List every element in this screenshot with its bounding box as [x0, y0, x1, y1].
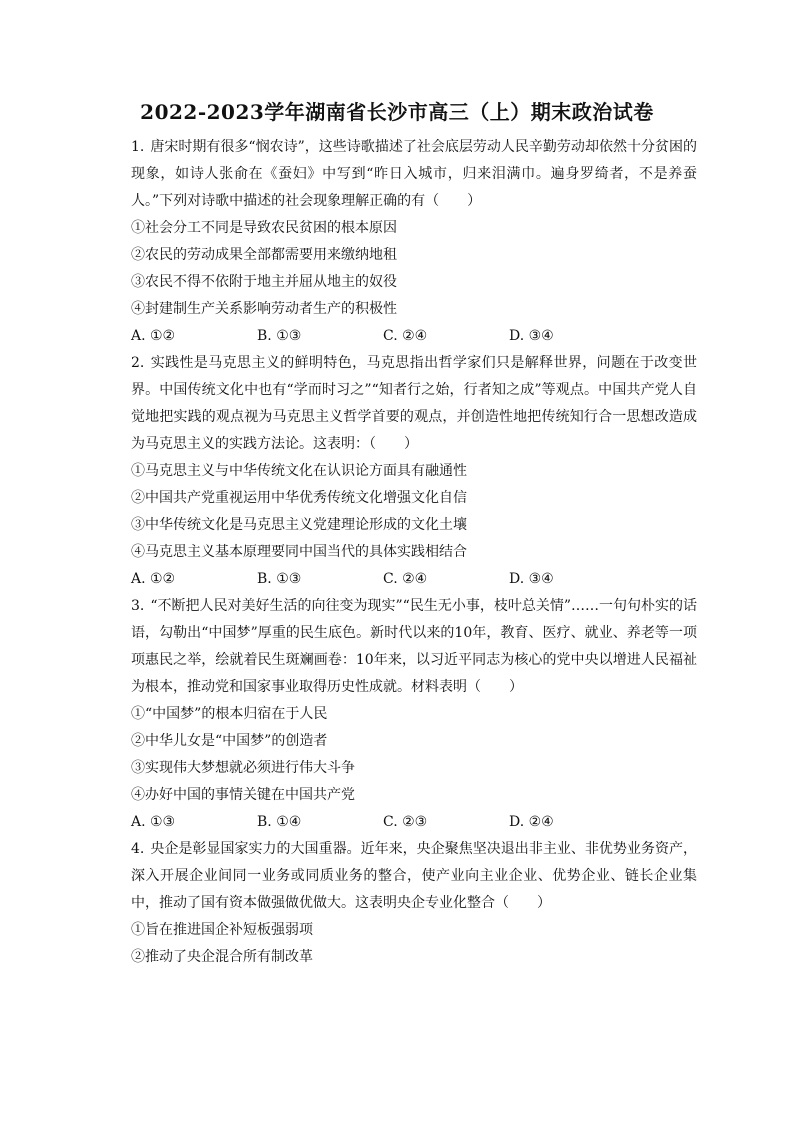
question-stem: [131, 836, 697, 917]
statement: ①社会分工不同是导致农民贫困的根本原因: [131, 220, 397, 236]
choice-row: [131, 323, 697, 350]
question-text: “不断把人民对美好生活的向往变为现实”“民生无小事，枝叶总关情”……一句句朴实的话语，勾勒出“中国梦”厚重的民生底色。新时代以来的10年，教育、医疗、就业、养老等一项项惠民之举，绘就着民生斑斓画卷：10年来，以习近平同志为核心的党中央以增进人民福祉为根本，推动党和国家事业取得历史性成就。材料表明（ ）: [131, 598, 697, 695]
statement: ④封建制生产关系影响劳动者生产的积极性: [131, 301, 397, 317]
statement: ④办好中国的事情关键在中国共产党: [131, 787, 355, 803]
choice-a[interactable]: A. ①②: [131, 571, 176, 587]
choice-row: [131, 809, 697, 836]
choice-b[interactable]: B. ①④: [257, 814, 302, 830]
statement: ①马克思主义与中华传统文化在认识论方面具有融通性: [131, 463, 467, 479]
choice-d[interactable]: D. ③④: [509, 328, 554, 344]
statement: ②推动了央企混合所有制改革: [131, 949, 313, 965]
question-4: [131, 836, 697, 971]
question-stem: [131, 593, 697, 701]
choice-a[interactable]: A. ①③: [131, 814, 176, 830]
question-text: 央企是彰显国家实力的大国重器。近年来，央企聚焦坚决退出非主业、非优势业务资产，深入开展企业间同一业务或同质业务的整合，使产业向主业企业、优势企业、链长企业集中，推动了国有资本做强做优做大。这表明央企专业化整合（ ）: [131, 841, 697, 911]
question-number: 4.: [131, 841, 145, 857]
statement: ④马克思主义基本原理要同中国当代的具体实践相结合: [131, 544, 467, 560]
question-number: 2.: [131, 355, 145, 371]
question-stem: [131, 350, 697, 458]
statement: ②中华儿女是“中国梦”的创造者: [131, 733, 328, 749]
question-text: 唐宋时期有很多“悯农诗”，这些诗歌描述了社会底层劳动人民辛勤劳动却依然十分贫困的现象，如诗人张俞在《蚕妇》中写到“昨日入城市，归来泪满巾。遍身罗绮者，不是养蚕人。”下列对诗歌中描述的社会现象理解正确的有（ ）: [131, 139, 697, 209]
choice-d[interactable]: D. ②④: [509, 814, 554, 830]
statement: ①旨在推进国企补短板强弱项: [131, 922, 313, 938]
choice-c[interactable]: C. ②④: [383, 571, 428, 587]
choice-b[interactable]: B. ①③: [257, 571, 302, 587]
choice-row: [131, 566, 697, 593]
question-3: [131, 593, 697, 836]
page-title: 2022-2023学年湖南省长沙市高三（上）期末政治试卷: [140, 100, 654, 124]
question-number: 1.: [131, 139, 145, 155]
statement: ②中国共产党重视运用中华优秀传统文化增强文化自信: [131, 490, 467, 506]
choice-d[interactable]: D. ③④: [509, 571, 554, 587]
question-2: [131, 350, 697, 593]
statement: ③中华传统文化是马克思主义党建理论形成的文化土壤: [131, 517, 467, 533]
statement: ③农民不得不依附于地主并屈从地主的奴役: [131, 274, 397, 290]
choice-b[interactable]: B. ①③: [257, 328, 302, 344]
question-stem: [131, 134, 697, 215]
choice-c[interactable]: C. ②③: [383, 814, 428, 830]
choice-a[interactable]: A. ①②: [131, 328, 176, 344]
question-list: [131, 134, 697, 971]
statement: ①“中国梦”的根本归宿在于人民: [131, 706, 328, 722]
question-1: [131, 134, 697, 350]
statement: ②农民的劳动成果全部都需要用来缴纳地租: [131, 247, 397, 263]
statement: ③实现伟大梦想就必须进行伟大斗争: [131, 760, 355, 776]
choice-c[interactable]: C. ②④: [383, 328, 428, 344]
question-text: 实践性是马克思主义的鲜明特色，马克思指出哲学家们只是解释世界，问题在于改变世界。中国传统文化中也有“学而时习之”“知者行之始，行者知之成”等观点。中国共产党人自觉地把实践的观点视为马克思主义哲学首要的观点，并创造性地把传统知行合一思想改造成为马克思主义的实践方法论。这表明：（ ）: [131, 355, 697, 452]
question-number: 3.: [131, 598, 145, 614]
